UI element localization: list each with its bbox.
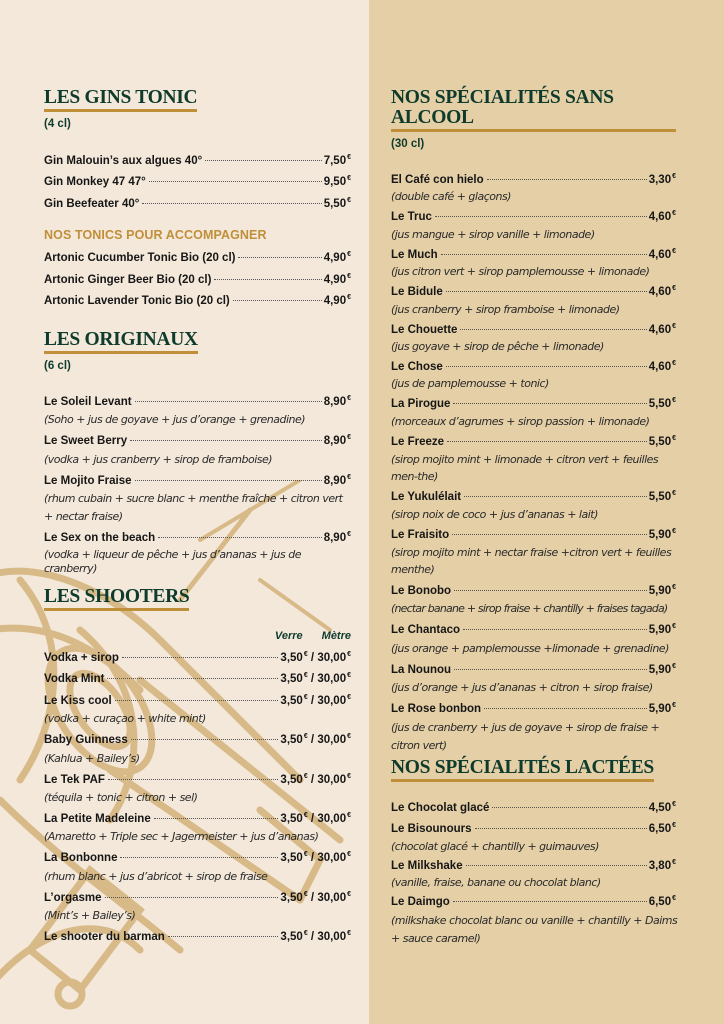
section-sans-alcool: [391, 88, 676, 755]
item-name: Le Bidule: [391, 286, 443, 299]
item-name: Vodka + sirop: [44, 652, 119, 664]
item-name: Gin Beefeater 40°: [44, 197, 140, 210]
item-name: Le Rose bonbon: [391, 703, 482, 716]
item-price: 5,50€: [648, 490, 676, 504]
item-description: (Amaretto + Triple sec + Jagermeister + jus d’ananas): [44, 830, 319, 844]
menu-item: [44, 149, 351, 170]
item-price: 3,50€ / 30,00€: [280, 812, 351, 826]
item-price: 8,90€: [323, 395, 351, 408]
section-title: LES SHOOTERS: [44, 587, 189, 611]
item-price: 5,90€: [648, 702, 676, 716]
item-description: (jus de pamplemousse + tonic): [391, 377, 549, 391]
item-name: Le Sex on the beach: [44, 532, 156, 545]
item-name: Le Freeze: [391, 435, 445, 448]
menu-item: [44, 728, 351, 749]
menu-item: [44, 925, 351, 946]
menu-item: [44, 170, 351, 191]
dot-leader: [453, 403, 646, 404]
menu-item: [44, 429, 351, 450]
menu-item: [44, 469, 351, 490]
dot-leader: [447, 441, 647, 442]
menu-item: [44, 846, 351, 867]
item-description: (Mint’s + Bailey’s): [44, 909, 136, 923]
dot-leader: [492, 807, 646, 808]
menu-item: [44, 246, 351, 267]
item-name: Le Bonobo: [391, 585, 452, 598]
menu-item: [44, 886, 351, 907]
item-name: Le Truc: [391, 211, 432, 224]
item-price: 8,90€: [323, 531, 351, 545]
dot-leader: [454, 590, 647, 591]
dot-leader: [158, 537, 322, 538]
item-price: 5,90€: [648, 584, 676, 598]
item-price: 3,50€ / 30,00€: [280, 733, 351, 747]
item-price: 3,30€: [648, 173, 676, 186]
item-description: (vodka + jus cranberry + sirop de framboise): [44, 452, 273, 466]
dot-leader: [484, 708, 647, 709]
item-description: (sirop mojito mint + nectar fraise +citron vert + feuilles menthe): [391, 546, 672, 577]
menu-item: [44, 768, 351, 789]
item-price: 5,90€: [648, 527, 676, 541]
item-name: Le Chose: [391, 361, 443, 374]
menu-item: [44, 268, 351, 289]
item-price: 3,50€ / 30,00€: [280, 693, 351, 707]
item-name: Le Bisounours: [391, 823, 472, 836]
dot-leader: [135, 401, 322, 402]
item-price: 4,60€: [648, 360, 676, 374]
menu-item: [391, 243, 676, 264]
menu-item: [391, 523, 676, 544]
dot-leader: [475, 828, 647, 829]
dot-leader: [205, 160, 322, 161]
dot-leader: [453, 901, 647, 902]
item-name: Gin Monkey 47 47°: [44, 176, 146, 189]
item-price: 4,90€: [323, 251, 351, 265]
menu-item: [391, 854, 676, 875]
item-description: (morceaux d’agrumes + sirop passion + limonade): [391, 414, 650, 428]
column-header-metre: Mètre: [321, 630, 351, 642]
dot-leader: [238, 257, 321, 258]
menu-item: [44, 390, 351, 411]
item-price: 4,90€: [323, 294, 351, 308]
dot-leader: [105, 897, 279, 898]
menu-item: [391, 280, 676, 301]
dot-leader: [120, 857, 278, 858]
item-description: (téquila + tonic + citron + sel): [44, 791, 198, 805]
section-title: LES GINS TONIC: [44, 88, 197, 112]
menu-item: [391, 318, 676, 339]
section-originaux: [44, 330, 351, 576]
item-name: Le Fraisito: [391, 528, 450, 541]
item-name: La Bonbonne: [44, 852, 118, 865]
section-gins-tonic: [44, 88, 351, 310]
section-title: LES ORIGINAUX: [44, 330, 198, 354]
menu-item: [391, 392, 676, 413]
item-price: 6,50€: [648, 895, 676, 909]
dot-leader: [454, 669, 647, 670]
item-description: (sirop mojito mint + limonade + citron vert + feuilles men-the): [391, 453, 659, 484]
menu-item: [391, 168, 676, 189]
item-name: Le Chantaco: [391, 624, 461, 637]
item-name: Artonic Ginger Beer Bio (20 cl): [44, 273, 212, 286]
item-description: (Soho + jus de goyave + jus d’orange + grenadine): [44, 413, 306, 427]
dot-leader: [168, 936, 279, 937]
dot-leader: [464, 496, 647, 497]
menu-item: [391, 890, 676, 911]
dot-leader: [107, 678, 278, 679]
item-name: Artonic Cucumber Tonic Bio (20 cl): [44, 252, 236, 265]
section-volume: (30 cl): [391, 138, 425, 150]
section-volume: (6 cl): [44, 360, 71, 372]
menu-item: [391, 579, 676, 600]
menu-item: [44, 667, 351, 688]
item-price: 8,90€: [323, 473, 351, 487]
item-price: 4,90€: [323, 272, 351, 286]
item-price: 4,60€: [648, 247, 676, 261]
item-description: (vanille, fraise, banane ou chocolat blanc): [391, 876, 601, 890]
dot-leader: [108, 779, 279, 780]
section-lactees: [391, 758, 676, 948]
price-column-headers: [44, 629, 351, 643]
item-name: Gin Malouin’s aux algues 40°: [44, 155, 203, 167]
dot-leader: [135, 480, 322, 481]
item-price: 5,90€: [648, 662, 676, 676]
item-name: Artonic Lavender Tonic Bio (20 cl): [44, 295, 230, 308]
item-description: (Kahlua + Bailey’s): [44, 751, 140, 765]
dot-leader: [154, 818, 279, 819]
item-price: 3,50€ / 30,00€: [280, 890, 351, 904]
item-name: Le Chouette: [391, 323, 458, 336]
tonics-subheading: NOS TONICS POUR ACCOMPAGNER: [44, 228, 267, 243]
dot-leader: [435, 216, 647, 217]
menu-item: [44, 526, 351, 547]
menu-item: [44, 289, 351, 310]
item-price: 3,50€ / 30,00€: [280, 851, 351, 865]
item-name: Baby Guinness: [44, 734, 128, 747]
item-price: 4,50€: [648, 801, 676, 814]
menu-item: [391, 796, 676, 817]
section-shooters: [44, 587, 351, 947]
dot-leader: [441, 254, 647, 255]
item-description: (sirop noix de coco + jus d’ananas + lait): [391, 507, 598, 521]
item-description: (jus mangue + sirop vanille + limonade): [391, 227, 595, 241]
item-description: (jus d’orange + jus d’ananas + citron + sirop fraise): [391, 681, 653, 695]
dot-leader: [460, 329, 646, 330]
item-description: (nectar banane + sirop fraise + chantilly + fraises tagada): [391, 602, 668, 616]
dot-leader: [446, 366, 647, 367]
dot-leader: [131, 739, 279, 740]
item-name: Vodka Mint: [44, 673, 105, 686]
item-price: 3,80€: [648, 858, 676, 872]
item-name: Le Chocolat glacé: [391, 802, 490, 814]
menu-item: [391, 658, 676, 679]
item-name: Le Much: [391, 248, 438, 261]
menu-item: [391, 618, 676, 639]
item-name: La Pirogue: [391, 398, 451, 411]
item-price: 9,50€: [323, 175, 351, 189]
item-name: Le shooter du barman: [44, 931, 165, 944]
item-name: Le Daimgo: [391, 896, 450, 909]
dot-leader: [130, 440, 322, 441]
dot-leader: [122, 657, 279, 658]
item-description: (vodka + liqueur de pêche + jus d’ananas + jus de cranberry): [44, 547, 301, 575]
section-title: NOS SPÉCIALITÉS LACTÉES: [391, 758, 654, 782]
section-volume: (4 cl): [44, 118, 71, 130]
dot-leader: [446, 291, 647, 292]
menu-item: [44, 192, 351, 213]
dot-leader: [487, 179, 647, 180]
item-name: Le Kiss cool: [44, 694, 112, 707]
item-name: La Nounou: [391, 663, 452, 676]
item-name: Le Soleil Levant: [44, 396, 132, 408]
item-price: 5,50€: [323, 196, 351, 210]
item-price: 8,90€: [323, 434, 351, 448]
item-price: 7,50€: [323, 154, 351, 167]
item-name: L’orgasme: [44, 891, 102, 904]
section-title: NOS SPÉCIALITÉS SANS ALCOOL: [391, 88, 676, 132]
item-name: Le Tek PAF: [44, 773, 105, 786]
item-price: 5,90€: [648, 623, 676, 637]
dot-leader: [463, 629, 647, 630]
item-price: 3,50€ / 30,00€: [280, 772, 351, 786]
menu-item: [391, 430, 676, 451]
item-name: Le Mojito Fraise: [44, 474, 132, 487]
item-price: 4,60€: [648, 210, 676, 224]
item-price: 5,50€: [648, 397, 676, 411]
right-column: [391, 0, 676, 1024]
menu-item: [391, 697, 676, 718]
menu-item: [44, 689, 351, 710]
menu-item: [391, 205, 676, 226]
item-description: (double café + glaçons): [391, 190, 511, 204]
item-name: La Petite Madeleine: [44, 813, 151, 826]
dot-leader: [115, 700, 279, 701]
left-column: [44, 0, 351, 1024]
item-description: (jus cranberry + sirop framboise + limonade): [391, 302, 620, 316]
menu-item: [391, 355, 676, 376]
column-header-glass: Verre: [274, 630, 303, 642]
dot-leader: [142, 203, 321, 204]
menu-item: [44, 646, 351, 667]
item-description: (jus citron vert + sirop pamplemousse + limonade): [391, 265, 650, 279]
item-name: Le Milkshake: [391, 859, 463, 872]
item-price: 6,50€: [648, 822, 676, 836]
item-description: (rhum cubain + sucre blanc + menthe fraîche + citron vert + nectar fraise): [44, 492, 343, 524]
item-description: (jus orange + pamplemousse +limonade + grenadine): [391, 641, 669, 655]
dot-leader: [149, 181, 322, 182]
menu-item: [391, 817, 676, 838]
menu-item: [44, 807, 351, 828]
item-description: (rhum blanc + jus d’abricot + sirop de fraise: [44, 869, 268, 883]
item-description: (vodka + curaçao + white mint): [44, 712, 206, 726]
item-name: Le Yukulélait: [391, 491, 462, 504]
item-price: 4,60€: [648, 322, 676, 336]
item-price: 3,50€ / 30,00€: [280, 672, 351, 686]
item-price: 3,50€ / 30,00€: [280, 651, 351, 664]
item-description: (chocolat glacé + chantilly + guimauves): [391, 839, 599, 853]
item-price: 4,60€: [648, 285, 676, 299]
item-name: El Café con hielo: [391, 174, 484, 186]
item-name: Le Sweet Berry: [44, 435, 128, 448]
dot-leader: [214, 279, 321, 280]
item-description: (jus goyave + sirop de pêche + limonade): [391, 340, 604, 354]
menu-item: [391, 485, 676, 506]
item-description: (jus de cranberry + jus de goyave + sirop de fraise + citron vert): [391, 720, 660, 752]
item-price: 5,50€: [648, 434, 676, 448]
dot-leader: [233, 300, 322, 301]
item-price: 3,50€ / 30,00€: [280, 930, 351, 944]
dot-leader: [466, 865, 647, 866]
item-description: (milkshake chocolat blanc ou vanille + chantilly + Daims + sauce caramel): [391, 913, 678, 945]
dot-leader: [452, 534, 647, 535]
